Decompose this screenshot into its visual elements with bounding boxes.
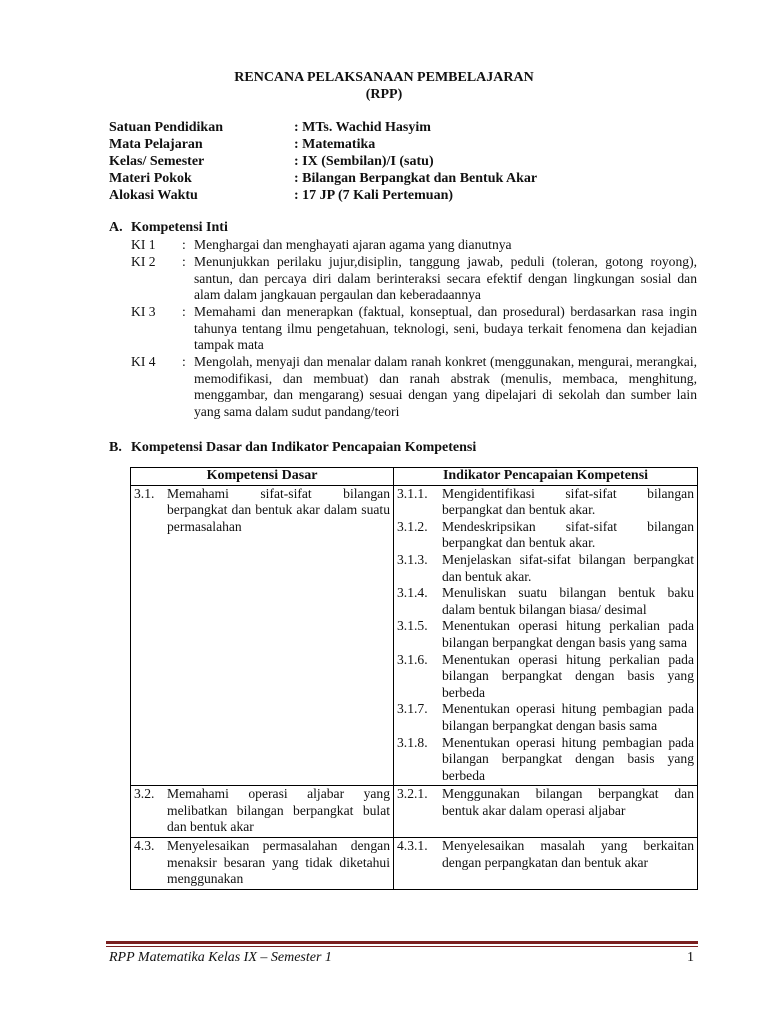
ki-text: Menghargai dan menghayati ajaran agama yang dianutnya: [194, 237, 512, 252]
ki-colon: :: [182, 254, 186, 269]
section-title: Kompetensi Inti: [131, 220, 228, 235]
document-title: RENCANA PELAKSANAAN PEMBELAJARAN: [234, 70, 534, 85]
ki-text: Mengolah, menyaji dan menalar dalam ranah konkret (menggunakan, mengurai, merangkai, memodifikasi, dan membuat) dan ranah abstrak (menulis, membaca, menghitung, menggambar, dan mengarang) sesuai dengan yang dipelajari di sekolah dan sumber lain yang sama dalam sudut pandang/teori: [194, 354, 697, 419]
indicator-item: [397, 519, 694, 552]
kd-item: [134, 486, 390, 536]
meta-value: : MTs. Wachid Hasyim: [294, 120, 431, 135]
meta-row: [109, 136, 537, 153]
indicator-item: [397, 786, 694, 819]
indicator-item: [397, 838, 694, 871]
indicator-item: [397, 735, 694, 785]
ki-code: KI 3: [131, 304, 156, 319]
kd-text: Menyelesaikan permasalahan dengan menaksir besaran yang tidak diketahui menggunakan: [167, 838, 390, 887]
indicator-number: 3.2.1.: [397, 786, 428, 802]
meta-value: : IX (Sembilan)/I (satu): [294, 154, 434, 169]
footer-title: RPP Matematika Kelas IX – Semester 1: [109, 950, 332, 965]
indicator-number: 3.1.6.: [397, 651, 428, 667]
indicator-item: [397, 552, 694, 585]
kd-text: Memahami sifat-sifat bilangan berpangkat dan bentuk akar dalam suatu permasalahan: [167, 485, 390, 534]
table-row: [131, 485, 698, 786]
ki-text: Memahami dan menerapkan (faktual, konseptual, dan prosedural) berdasarkan rasa ingin tahunya tentang ilmu pengetahuan, teknologi, seni, budaya terkait fenomena dan kejadian tampak mata: [194, 304, 697, 353]
indicator-item: [397, 618, 694, 651]
section-b-heading: [109, 440, 476, 456]
ki-item: [131, 237, 697, 254]
meta-label: Materi Pokok: [109, 171, 192, 186]
ki-code: KI 4: [131, 354, 156, 369]
indicator-cell: [394, 485, 698, 786]
section-letter: B.: [109, 440, 122, 455]
table-header-indicator: Indikator Pencapaian Kompetensi: [394, 468, 698, 486]
meta-row: [109, 119, 537, 136]
kd-item: [134, 838, 390, 888]
section-a-heading: [109, 220, 228, 236]
ki-item: [131, 304, 697, 354]
kd-number: 4.3.: [134, 838, 155, 854]
ki-code: KI 1: [131, 237, 156, 252]
meta-row: [109, 153, 537, 170]
indicator-item: [397, 486, 694, 519]
indicator-text: Menjelaskan sifat-sifat bilangan berpangkat dan bentuk akar.: [442, 551, 694, 584]
indicator-item: [397, 701, 694, 734]
indicator-item: [397, 652, 694, 702]
indicator-number: 3.1.7.: [397, 701, 428, 717]
indicator-number: 3.1.3.: [397, 551, 428, 567]
indicator-item: [397, 585, 694, 618]
meta-value: : 17 JP (7 Kali Pertemuan): [294, 188, 454, 203]
footer-rule-thin: [106, 946, 698, 947]
indicator-text: Menggunakan bilangan berpangkat dan bentuk akar dalam operasi aljabar: [442, 786, 694, 818]
identity-block: [109, 119, 537, 204]
indicator-text: Menentukan operasi hitung pembagian pada bilangan berpangkat dengan basis sama: [442, 701, 694, 733]
kd-text: Memahami operasi aljabar yang melibatkan bilangan berpangkat bulat dan bentuk akar: [167, 786, 390, 835]
indicator-number: 3.1.1.: [397, 485, 428, 501]
kd-item: [134, 786, 390, 836]
footer-rule: [106, 941, 698, 944]
kd-cell: [131, 838, 394, 890]
ki-colon: :: [182, 304, 186, 319]
table-header-kd: Kompetensi Dasar: [131, 468, 394, 486]
indicator-text: Mengidentifikasi sifat-sifat bilangan berpangkat dan bentuk akar.: [442, 485, 694, 518]
ki-text: Menunjukkan perilaku jujur,disiplin, tanggung jawab, peduli (toleran, gotong royong), santun, dan percaya diri dalam berinteraksi secara efektif dengan lingkungan sosial dan alam dalam jangkauan pergaulan dan keberadaannya: [194, 254, 697, 303]
ki-item: [131, 254, 697, 304]
kd-cell: [131, 786, 394, 838]
meta-value: : Bilangan Berpangkat dan Bentuk Akar: [294, 171, 538, 186]
meta-label: Mata Pelajaran: [109, 137, 203, 152]
indicator-text: Menentukan operasi hitung pembagian pada bilangan berpangkat dengan basis yang berbeda: [442, 734, 694, 783]
table-header-row: [131, 468, 698, 486]
ki-colon: :: [182, 237, 186, 252]
ki-item: [131, 354, 697, 420]
ki-code: KI 2: [131, 254, 156, 269]
kd-cell: [131, 485, 394, 786]
kd-number: 3.1.: [134, 485, 155, 501]
table-row: [131, 838, 698, 890]
meta-row: [109, 187, 537, 204]
indicator-number: 3.1.8.: [397, 734, 428, 750]
document-subtitle: (RPP): [365, 87, 403, 102]
meta-label: Alokasi Waktu: [109, 188, 198, 203]
section-letter: A.: [109, 220, 123, 235]
table-row: [131, 786, 698, 838]
indicator-text: Menyelesaikan masalah yang berkaitan dengan perpangkatan dan bentuk akar: [442, 838, 694, 870]
indicator-number: 3.1.2.: [397, 518, 428, 534]
indicator-text: Menuliskan suatu bilangan bentuk baku dalam bentuk bilangan biasa/ desimal: [442, 585, 694, 617]
meta-row: [109, 170, 537, 187]
indicator-number: 4.3.1.: [397, 838, 428, 854]
indicator-number: 3.1.4.: [397, 585, 428, 601]
indicator-text: Menentukan operasi hitung perkalian pada bilangan berpangkat dengan basis yang sama: [442, 618, 694, 650]
indicator-cell: [394, 786, 698, 838]
meta-label: Kelas/ Semester: [109, 154, 205, 169]
section-title: Kompetensi Dasar dan Indikator Pencapaian Kompetensi: [131, 440, 477, 455]
meta-value: : Matematika: [294, 137, 376, 152]
meta-label: Satuan Pendidikan: [109, 120, 223, 135]
indicator-text: Menentukan operasi hitung perkalian pada bilangan berpangkat dengan basis yang berbeda: [442, 651, 694, 700]
indicator-number: 3.1.5.: [397, 618, 428, 634]
kd-number: 3.2.: [134, 786, 155, 802]
page-number: 1: [687, 950, 694, 965]
competency-table: [130, 467, 698, 890]
ki-colon: :: [182, 354, 186, 369]
indicator-cell: [394, 838, 698, 890]
indicator-text: Mendeskripsikan sifat-sifat bilangan berpangkat dan bentuk akar.: [442, 518, 694, 551]
